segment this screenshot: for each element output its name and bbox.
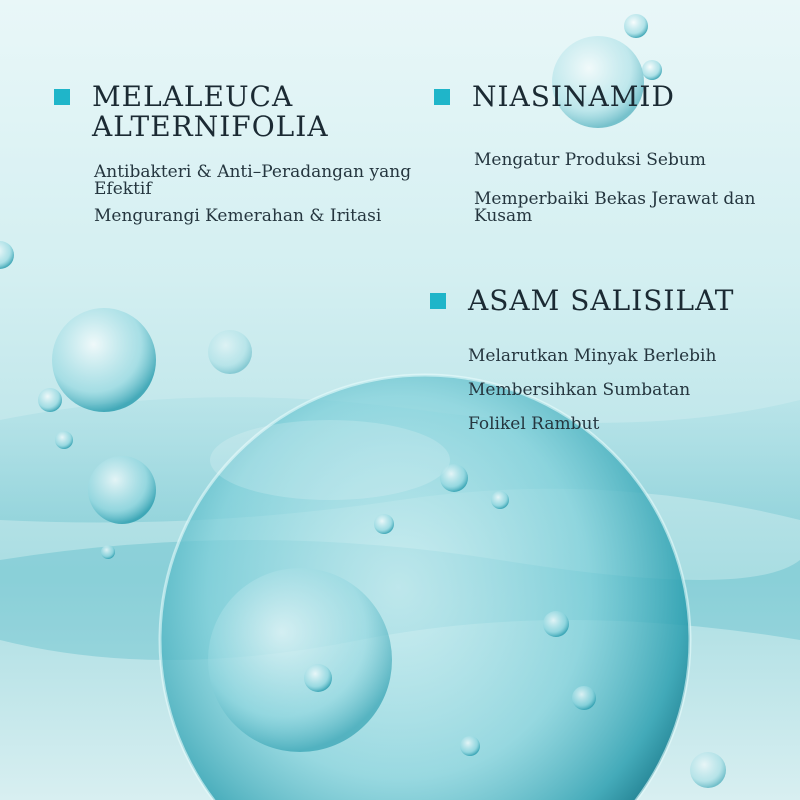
benefit-item: Antibakteri & Anti–Peradangan yang Efektif	[94, 162, 412, 199]
section-asam-salisilat	[430, 286, 780, 433]
section-title: ASAM SALISILAT	[468, 284, 735, 317]
section-heading	[434, 82, 774, 112]
benefit-item: Mengurangi Kemerahan & Iritasi	[94, 206, 382, 226]
benefit-item: Folikel Rambut	[468, 414, 600, 434]
section-title-line: ALTERNIFOLIA	[92, 110, 329, 143]
bullet-square-icon	[54, 89, 70, 105]
section-title-line: MELALEUCA	[92, 80, 294, 113]
section-title: NIASINAMID	[472, 80, 675, 113]
section-title	[92, 82, 329, 142]
section-heading	[54, 82, 444, 142]
benefit-item: Membersihkan Sumbatan	[468, 380, 691, 400]
benefit-item: Memperbaiki Bekas Jerawat dan Kusam	[474, 189, 756, 226]
bullet-square-icon	[430, 293, 446, 309]
benefit-item: Mengatur Produksi Sebum	[474, 150, 706, 170]
section-niasinamid	[434, 82, 774, 225]
section-heading	[430, 286, 780, 316]
benefit-item: Melarutkan Minyak Berlebih	[468, 346, 717, 366]
section-melaleuca	[54, 82, 444, 225]
bullet-square-icon	[434, 89, 450, 105]
